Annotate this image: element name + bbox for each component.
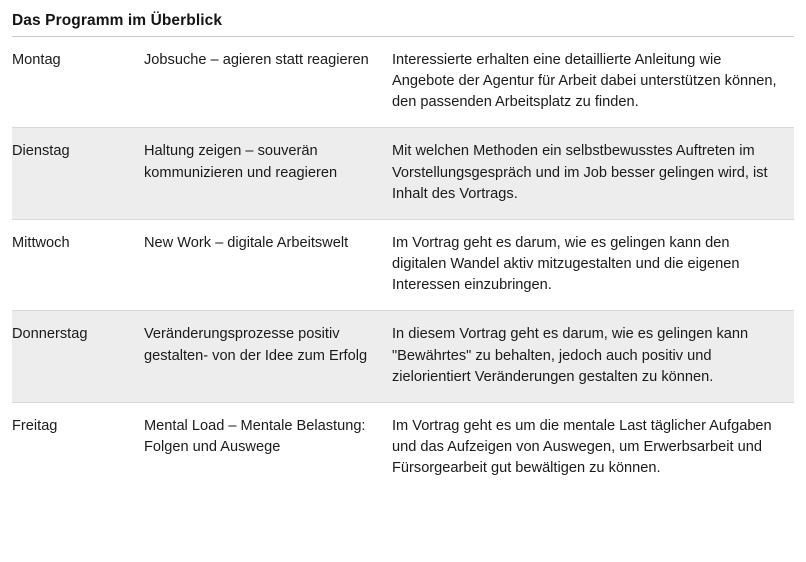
row-topic: Jobsuche – agieren statt reagieren [144,37,392,128]
row-topic: Haltung zeigen – souverän kommunizieren und reagieren [144,128,392,219]
row-day: Dienstag [12,128,144,219]
table-row [12,402,794,493]
table-row [12,311,794,402]
row-topic: Veränderungsprozesse positiv gestalten- von der Idee zum Erfolg [144,311,392,402]
page-title: Das Programm im Überblick [12,12,223,29]
program-table [12,37,794,493]
row-topic: Mental Load – Mentale Belastung: Folgen und Auswege [144,417,366,456]
table-row [12,219,794,310]
row-topic: New Work – digitale Arbeitswelt [144,219,392,310]
row-day: Donnerstag [12,311,144,402]
row-description: Im Vortrag geht es um die mentale Last täglicher Aufgaben und das Aufzeigen von Auswegen, um Erwerbsarbeit und Fürsorgearbeit gut bewältigen zu können. [392,417,772,477]
table-row [12,128,794,219]
row-day: Montag [12,37,144,128]
row-description: Im Vortrag geht es darum, wie es gelingen kann den digitalen Wandel aktiv mitzugestalten und die eigenen Interessen einzubringen. [392,219,794,310]
row-description: Mit welchen Methoden ein selbstbewusstes Auftreten im Vorstellungsgespräch und im Job besser gelingen wird, ist Inhalt des Vortrags. [392,128,794,219]
table-row [12,37,794,128]
row-description: Interessierte erhalten eine detaillierte Anleitung wie Angebote der Agentur für Arbeit dabei unterstützen können, den passenden Arbeitsplatz zu finden. [392,37,794,128]
row-day: Mittwoch [12,219,144,310]
row-day: Freitag [12,417,58,434]
row-description: In diesem Vortrag geht es darum, wie es gelingen kann "Bewährtes" zu behalten, jedoch auch positiv und zielorientiert Veränderungen gestalten zu können. [392,311,794,402]
